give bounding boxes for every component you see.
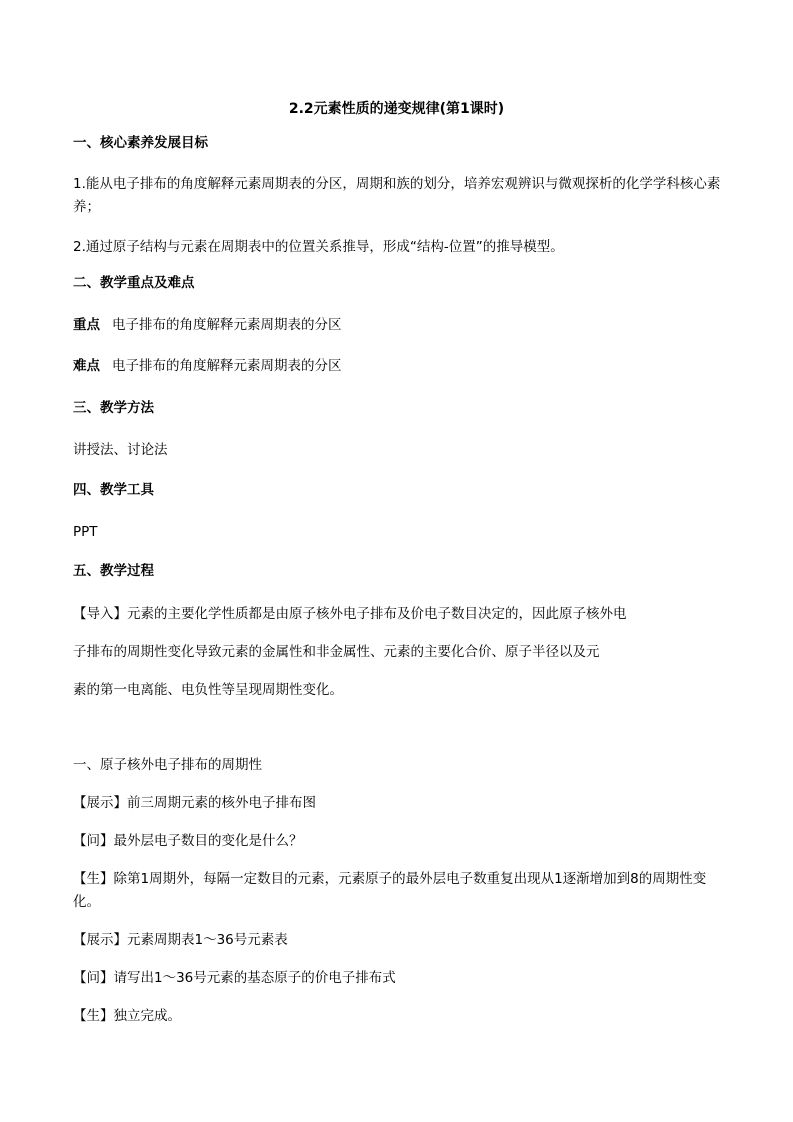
- student-tag: 【生】: [73, 1008, 114, 1024]
- subsection-heading: 一、原子核外电子排布的周期性: [73, 757, 262, 773]
- ask-text: 请写出1～36号元素的基态原子的价电子排布式: [113, 970, 396, 986]
- student-text: 除第1周期外，每隔一定数目的元素，元素原子的最外层电子数重复出现从1逐渐增加到8的周期性变化。: [73, 871, 707, 910]
- goal-item-2: 2.通过原子结构与元素在周期表中的位置关系推导，形成“结构-位置”的推导模型。: [73, 239, 564, 255]
- student-tag: 【生】: [73, 871, 114, 887]
- student-text: 独立完成。: [113, 1008, 181, 1024]
- show-tag: 【展示】: [73, 795, 127, 811]
- section-heading-key-points: 二、教学重点及难点: [73, 275, 195, 291]
- intro-text-1: 元素的主要化学性质都是由原子核外电子排布及价电子数目决定的，因此原子核外电: [127, 606, 627, 622]
- student-row-2: [73, 1006, 723, 1026]
- goal-item-1: 1.能从电子排布的角度解释元素周期表的分区，周期和族的划分，培养宏观辨识与微观探析的化学学科核心素养；: [73, 176, 721, 215]
- section-heading-tools: 四、教学工具: [73, 482, 154, 498]
- key-point-text: 电子排布的角度解释元素周期表的分区: [112, 317, 342, 333]
- page-title: 2.2元素性质的递变规律(第1课时): [288, 101, 505, 117]
- intro-line-3: 素的第一电离能、电负性等呈现周期性变化。: [73, 682, 343, 698]
- intro-line-2: 子排布的周期性变化导致元素的金属性和非金属性、元素的主要化合价、原子半径以及元: [73, 644, 600, 660]
- show-text: 前三周期元素的核外电子排布图: [127, 795, 316, 811]
- ask-row-1: [73, 831, 723, 851]
- key-point-row: [73, 315, 723, 335]
- tools-text: PPT: [73, 524, 98, 540]
- intro-tag: 【导入】: [73, 606, 127, 622]
- show-tag: 【展示】: [73, 932, 127, 948]
- difficulty-text: 电子排布的角度解释元素周期表的分区: [112, 358, 342, 374]
- section-heading-methods: 三、教学方法: [73, 400, 154, 416]
- difficulty-label: 难点: [73, 358, 100, 374]
- show-text: 元素周期表1～36号元素表: [127, 932, 288, 948]
- section-heading-goals: 一、核心素养发展目标: [73, 135, 208, 151]
- intro-line-1: [73, 604, 723, 624]
- difficulty-row: [73, 356, 723, 376]
- ask-text: 最外层电子数目的变化是什么？: [113, 833, 303, 849]
- show-row-1: [73, 793, 723, 813]
- ask-row-2: [73, 968, 723, 988]
- key-point-label: 重点: [73, 317, 100, 333]
- student-row-1: [73, 868, 723, 914]
- section-heading-process: 五、教学过程: [73, 563, 154, 579]
- ask-tag: 【问】: [73, 970, 114, 986]
- show-row-2: [73, 930, 723, 950]
- methods-text: 讲授法、讨论法: [73, 442, 168, 458]
- ask-tag: 【问】: [73, 833, 114, 849]
